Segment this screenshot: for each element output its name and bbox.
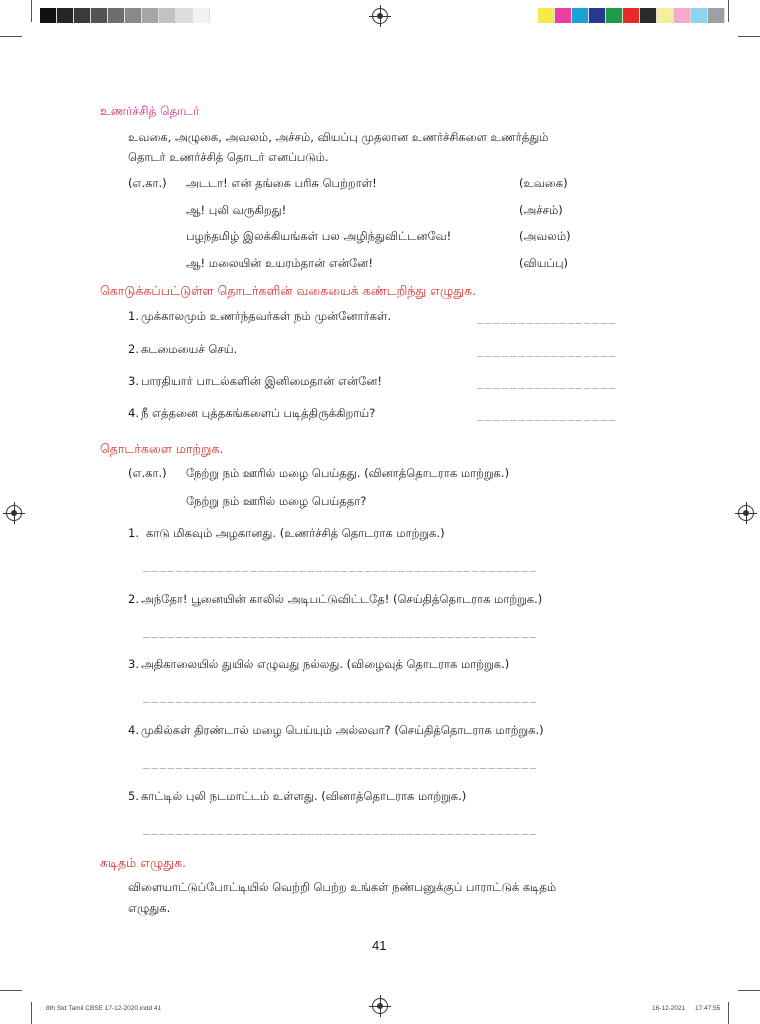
page-number: 41	[372, 938, 387, 953]
answer-line[interactable]: ________________________________________________	[143, 822, 538, 835]
answer-blank[interactable]: _________________	[477, 311, 617, 324]
crop-mark	[728, 1002, 729, 1024]
example-label: (எ.கா.)	[128, 466, 167, 480]
example-emotion: (அச்சம்)	[519, 203, 563, 217]
color-swatch	[176, 8, 193, 23]
answer-blank[interactable]: _________________	[477, 376, 617, 389]
letter-instruction-line-2: எழுதுக.	[128, 901, 171, 915]
section-title-identify-type: கொடுக்கப்பட்டுள்ள தொடர்களின் வகையைக் கண்டறிந்து எழுதுக.	[100, 283, 477, 298]
color-swatch	[674, 8, 691, 23]
answer-line[interactable]: ________________________________________________	[143, 756, 538, 769]
registration-mark-icon	[738, 505, 754, 521]
question-number: 3.	[128, 657, 139, 671]
color-swatch	[572, 8, 589, 23]
example-question: நேற்று நம் ஊரில் மழை பெய்தது. (வினாத்தொடராக மாற்றுக.)	[186, 466, 510, 480]
question-number: 2.	[128, 342, 139, 356]
grayscale-color-bar	[40, 8, 210, 23]
example-sentence: ஆ! மலையின் உயரம்தான் என்னே!	[186, 256, 373, 270]
crop-mark	[738, 36, 760, 37]
color-swatch	[691, 8, 708, 23]
color-swatch	[108, 8, 125, 23]
section-title-transform: தொடர்களை மாற்றுக.	[100, 441, 224, 456]
color-calibration-bar	[538, 8, 725, 23]
example-sentence: பழந்தமிழ் இலக்கியங்கள் பல அழிந்துவிட்டனவே!	[186, 229, 452, 243]
crop-mark	[728, 0, 729, 22]
question-number: 1.	[128, 526, 139, 540]
color-swatch	[623, 8, 640, 23]
answer-line[interactable]: ________________________________________________	[143, 559, 538, 572]
color-swatch	[142, 8, 159, 23]
question-number: 4.	[128, 406, 139, 420]
color-swatch	[708, 8, 725, 23]
answer-line[interactable]: ________________________________________________	[143, 690, 538, 703]
footer-file-name: 8th Std Tamil CBSE 17-12-2020.indd 41	[46, 1005, 162, 1012]
color-swatch	[193, 8, 210, 23]
color-swatch	[589, 8, 606, 23]
crop-mark	[31, 0, 32, 22]
example-sentence: அடடா! என் தங்கை பரிசு பெற்றாள்!	[186, 176, 377, 190]
question-number: 3.	[128, 374, 139, 388]
example-emotion: (அவலம்)	[519, 229, 571, 243]
question-text: அதிகாலையில் துயில் எழுவது நல்லது. (விழைவுத் தொடராக மாற்றுக.)	[141, 657, 510, 671]
letter-instruction-line-1: விளையாட்டுப்போட்டியில் வெற்றி பெற்ற உங்கள் நண்பனுக்குப் பாராட்டுக் கடிதம்	[128, 880, 557, 894]
color-swatch	[159, 8, 176, 23]
answer-blank[interactable]: _________________	[477, 408, 617, 421]
color-swatch	[91, 8, 108, 23]
example-answer: நேற்று நம் ஊரில் மழை பெய்ததா?	[186, 494, 367, 508]
question-text: முக்காலமும் உணர்ந்தவர்கள் நம் முன்னோர்கள்.	[141, 309, 391, 323]
example-sentence: ஆ! புலி வருகிறது!	[186, 203, 287, 217]
question-text: காட்டில் புலி நடமாட்டம் உள்ளது. (வினாத்தொடராக மாற்றுக.)	[141, 789, 467, 803]
question-number: 4.	[128, 723, 139, 737]
color-swatch	[657, 8, 674, 23]
example-label: (எ.கா.)	[128, 176, 167, 190]
color-swatch	[125, 8, 142, 23]
example-emotion: (வியப்பு)	[519, 256, 569, 270]
crop-mark	[0, 36, 22, 37]
color-swatch	[57, 8, 74, 23]
answer-line[interactable]: ________________________________________________	[143, 625, 538, 638]
footer-time: 17:47:55	[695, 1005, 721, 1012]
definition-line-2: தொடர் உணர்ச்சித் தொடர் எனப்படும்.	[128, 150, 329, 164]
color-swatch	[40, 8, 57, 23]
question-text: காடு மிகவும் அழகானது. (உணர்ச்சித் தொடராக மாற்றுக.)	[146, 526, 445, 540]
color-swatch	[555, 8, 572, 23]
registration-mark-icon	[372, 8, 388, 24]
crop-mark	[738, 990, 760, 991]
crop-mark	[0, 990, 22, 991]
question-number: 2.	[128, 592, 139, 606]
definition-line-1: உவகை, அழுகை, அவலம், அச்சம், வியப்பு முதலான உணர்ச்சிகளை உணர்த்தும்	[128, 130, 549, 144]
question-text: முகில்கள் திரண்டால் மழை பெய்யும் அல்லவா? (செய்தித்தொடராக மாற்றுக.)	[141, 723, 544, 737]
color-swatch	[640, 8, 657, 23]
question-text: பாரதியார் பாடல்களின் இனிமைதான் என்னே!	[141, 374, 383, 388]
color-swatch	[538, 8, 555, 23]
footer-date: 16-12-2021	[652, 1005, 686, 1012]
section-title-letter: கடிதம் எழுதுக.	[100, 855, 187, 870]
color-swatch	[74, 8, 91, 23]
question-text: அந்தோ! பூனையின் காலில் அடிபட்டுவிட்டதே! (செய்தித்தொடராக மாற்றுக.)	[141, 592, 543, 606]
section-title-emotion-sentence: உணர்ச்சித் தொடர்	[100, 104, 200, 118]
question-number: 5.	[128, 789, 139, 803]
question-text: நீ எத்தனை புத்தகங்களைப் படித்திருக்கிறாய்?	[141, 406, 376, 420]
registration-mark-icon	[372, 998, 388, 1014]
example-emotion: (உவகை)	[519, 176, 568, 190]
color-swatch	[606, 8, 623, 23]
question-text: கடமையைச் செய்.	[141, 342, 238, 356]
question-number: 1.	[128, 309, 139, 323]
crop-mark	[31, 1002, 32, 1024]
answer-blank[interactable]: _________________	[477, 344, 617, 357]
registration-mark-icon	[6, 505, 22, 521]
